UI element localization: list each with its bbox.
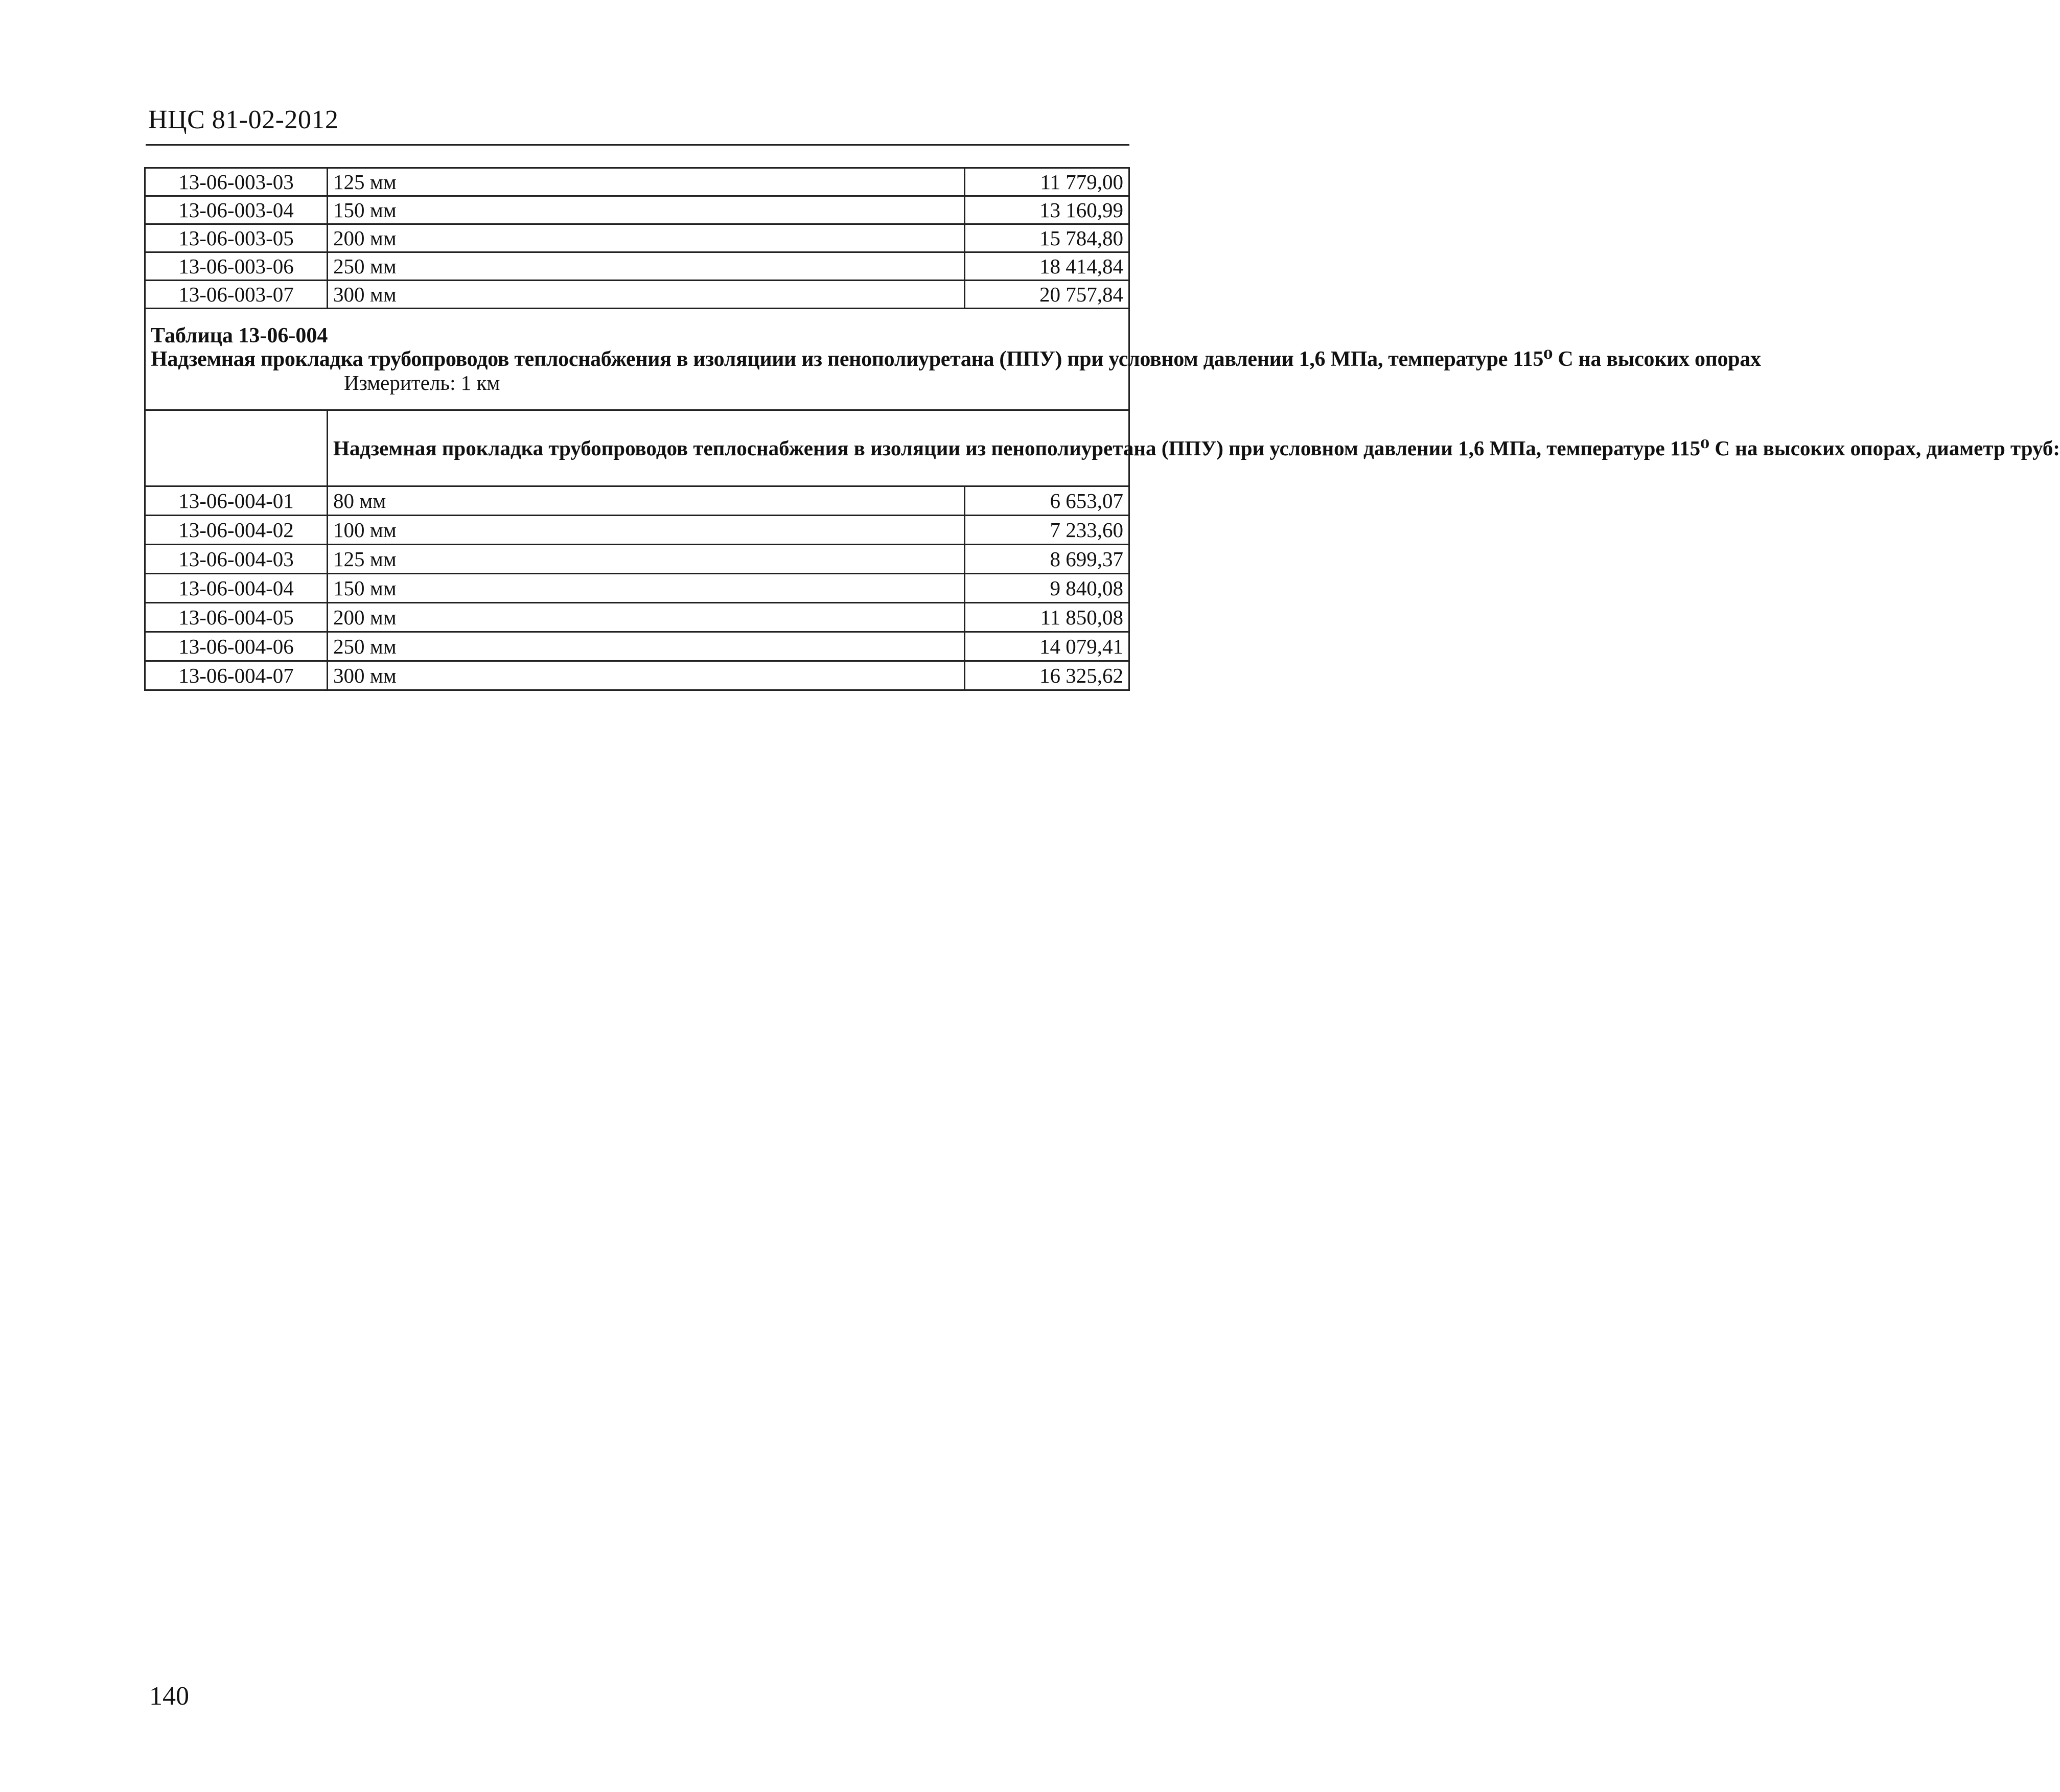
table-row <box>145 168 1129 196</box>
row-code: 13-06-004-02 <box>145 516 328 545</box>
row-code: 13-06-004-06 <box>145 632 328 661</box>
row-code: 13-06-003-03 <box>145 168 328 196</box>
row-price: 14 079,41 <box>965 632 1129 661</box>
row-diameter: 150 мм <box>328 196 965 224</box>
table-row <box>145 545 1129 574</box>
row-diameter: 200 мм <box>328 224 965 252</box>
page-number: 140 <box>149 1682 189 1711</box>
row-diameter: 125 мм <box>328 545 965 574</box>
table-row <box>145 252 1129 281</box>
row-price: 8 699,37 <box>965 545 1129 574</box>
row-price: 6 653,07 <box>965 486 1129 516</box>
table-row <box>145 224 1129 252</box>
row-diameter: 150 мм <box>328 574 965 603</box>
row-code: 13-06-004-07 <box>145 661 328 690</box>
row-code: 13-06-003-06 <box>145 252 328 281</box>
section-header <box>145 309 1761 410</box>
row-price: 18 414,84 <box>965 252 1129 281</box>
row-code: 13-06-004-01 <box>145 486 328 516</box>
row-price: 16 325,62 <box>965 661 1129 690</box>
table-row <box>145 574 1129 603</box>
document-header: НЦС 81-02-2012 <box>148 105 339 134</box>
row-diameter: 80 мм <box>328 486 965 516</box>
price-table <box>144 167 2060 691</box>
header-rule <box>146 144 1129 146</box>
row-code: 13-06-003-07 <box>145 281 328 309</box>
row-diameter: 125 мм <box>328 168 965 196</box>
group-code-cell <box>145 410 328 486</box>
table-row <box>145 632 1129 661</box>
row-price: 7 233,60 <box>965 516 1129 545</box>
row-price: 9 840,08 <box>965 574 1129 603</box>
row-price: 11 779,00 <box>965 168 1129 196</box>
row-diameter: 100 мм <box>328 516 965 545</box>
table-row <box>145 661 1129 690</box>
section-unit: Измеритель: 1 км <box>344 371 500 394</box>
row-code: 13-06-004-04 <box>145 574 328 603</box>
row-diameter: 300 мм <box>328 661 965 690</box>
section-title: Таблица 13-06-004 <box>151 324 328 347</box>
row-price: 11 850,08 <box>965 603 1129 632</box>
row-code: 13-06-004-05 <box>145 603 328 632</box>
table-row <box>145 196 1129 224</box>
row-code: 13-06-004-03 <box>145 545 328 574</box>
table-row <box>145 603 1129 632</box>
table-row <box>145 281 1129 309</box>
table-row <box>145 486 1129 516</box>
row-price: 15 784,80 <box>965 224 1129 252</box>
section-header-row <box>145 309 1129 410</box>
row-diameter: 200 мм <box>328 603 965 632</box>
row-diameter: 300 мм <box>328 281 965 309</box>
group-description: Надземная прокладка трубопроводов теплоснабжения в изоляции из пенополиуретана (ППУ) при условном давлении 1,6 МПа, температуре 115⁰ С на высоких опорах, диаметр труб: <box>328 410 1129 486</box>
table-row <box>145 516 1129 545</box>
group-header-row <box>145 410 1129 486</box>
section-description: Надземная прокладка трубопроводов теплоснабжения в изоляциии из пенополиуретана (ППУ) при условном давлении 1,6 МПа, температуре 115⁰ С на высоких опорах <box>151 347 1761 371</box>
row-diameter: 250 мм <box>328 252 965 281</box>
row-price: 20 757,84 <box>965 281 1129 309</box>
row-price: 13 160,99 <box>965 196 1129 224</box>
row-diameter: 250 мм <box>328 632 965 661</box>
row-code: 13-06-003-05 <box>145 224 328 252</box>
row-code: 13-06-003-04 <box>145 196 328 224</box>
